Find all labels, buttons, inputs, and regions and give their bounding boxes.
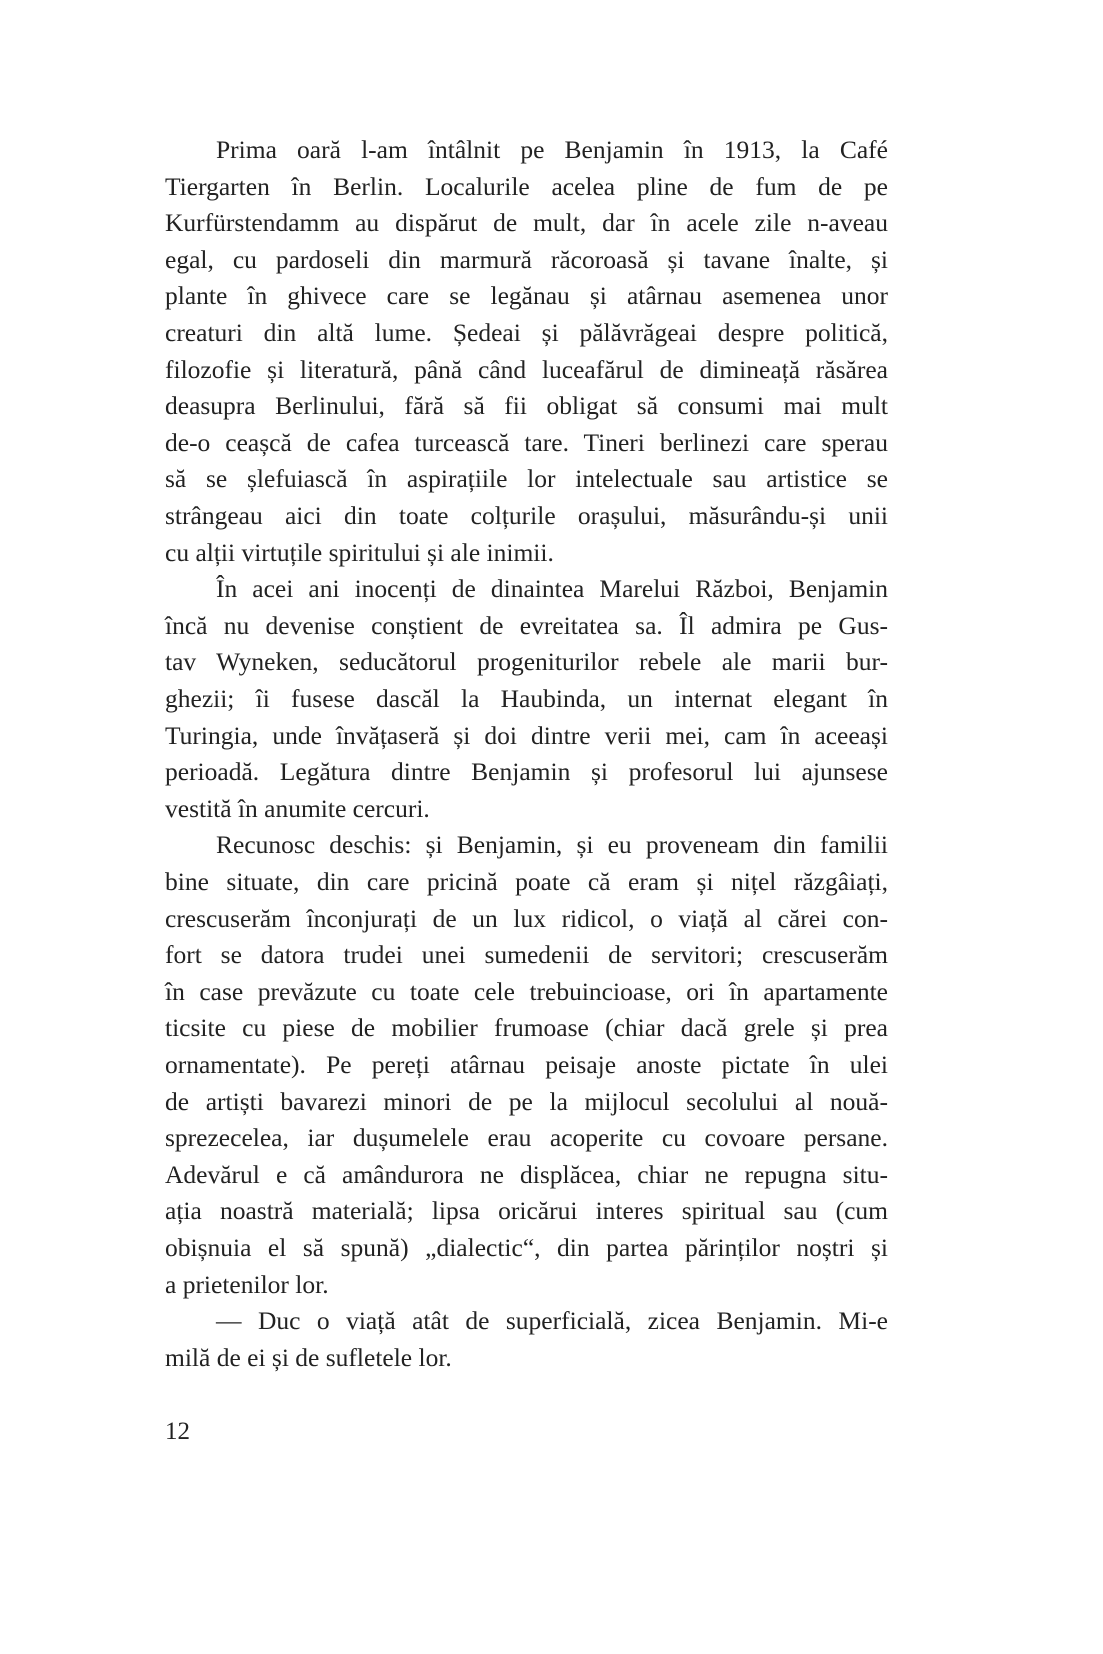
text-line: încă nu devenise conștient de evreitatea sa. Îl admira pe Gus- <box>165 610 888 640</box>
text-line: Kurfürstendamm au dispărut de mult, dar în acele zile n-aveau <box>165 208 888 238</box>
text-line: de-o ceașcă de cafea turcească tare. Tineri berlinezi care sperau <box>165 427 888 457</box>
text-line: Adevărul e că amândurora ne displăcea, chiar ne repugna situ- <box>165 1159 888 1189</box>
text-line: fort se datora trudei unei sumedenii de servitori; crescuserăm <box>165 940 888 970</box>
text-line: obișnuia el să spună) „dialectic“, din partea părinților noștri și <box>165 1233 888 1262</box>
text-line: creaturi din altă lume. Ședeai și pălăvrăgeai despre politică, <box>165 318 888 347</box>
text-line: cu alții virtuțile spiritului și ale inimii. <box>165 537 554 567</box>
text-line: Turingia, unde învățaseră și doi dintre verii mei, cam în aceeași <box>165 720 888 750</box>
text-line: vestită în anumite cercuri. <box>165 793 430 823</box>
page-number: 12 <box>165 1418 190 1445</box>
text-line: filozofie și literatură, până când luceafărul de dimineață răsărea <box>165 354 888 384</box>
text-line: milă de ei și de sufletele lor. <box>165 1342 452 1372</box>
text-line: deasupra Berlinului, fără să fii obligat să consumi mai mult <box>165 391 888 421</box>
text-line: ticsite cu piese de mobilier frumoase (chiar dacă grele și prea <box>165 1013 888 1043</box>
text-line: tav Wyneken, seducătorul progeniturilor rebele ale marii bur- <box>165 647 888 677</box>
text-line: plante în ghivece care se legănau și atârnau asemenea unor <box>165 281 888 311</box>
text-line: crescuserăm înconjurați de un lux ridicol, o viață al cărei con- <box>165 903 888 933</box>
text-line: ornamentate). Pe pereți atârnau peisaje anoste pictate în ulei <box>165 1050 888 1079</box>
text-line: Tiergarten în Berlin. Localurile acelea pline de fum de pe <box>165 171 888 201</box>
text-line: egal, cu pardoseli din marmură răcoroasă și tavane înalte, și <box>165 244 888 274</box>
text-line: a prietenilor lor. <box>165 1269 329 1299</box>
text-line: să se șlefuiască în aspirațiile lor intelectuale sau artistice se <box>165 464 888 494</box>
text-line: ghezii; îi fusese dascăl la Haubinda, un internat elegant în <box>165 684 888 713</box>
text-line: Recunosc deschis: și Benjamin, și eu proveneam din familii <box>216 830 888 860</box>
text-line: Prima oară l-am întâlnit pe Benjamin în 1913, la Café <box>216 135 888 164</box>
text-line: în case prevăzute cu toate cele trebuincioase, ori în apartamente <box>165 976 888 1006</box>
text-line: de artiști bavarezi minori de pe la mijlocul secolului al nouă- <box>165 1086 888 1116</box>
text-line: În acei ani inocenți de dinaintea Marelui Război, Benjamin <box>216 574 888 604</box>
text-line: strângeau aici din toate colțurile orașului, măsurându-și unii <box>165 501 888 530</box>
text-line: perioadă. Legătura dintre Benjamin și profesorul lui ajunsese <box>165 757 888 787</box>
text-line: ația noastră materială; lipsa oricărui interes spiritual sau (cum <box>165 1196 888 1226</box>
text-line: sprezecelea, iar dușumelele erau acoperite cu covoare persane. <box>165 1123 888 1153</box>
text-line: bine situate, din care pricină poate că eram și nițel răzgâiați, <box>165 867 888 896</box>
text-line: — Duc o viață atât de superficială, zicea Benjamin. Mi-e <box>216 1306 888 1336</box>
